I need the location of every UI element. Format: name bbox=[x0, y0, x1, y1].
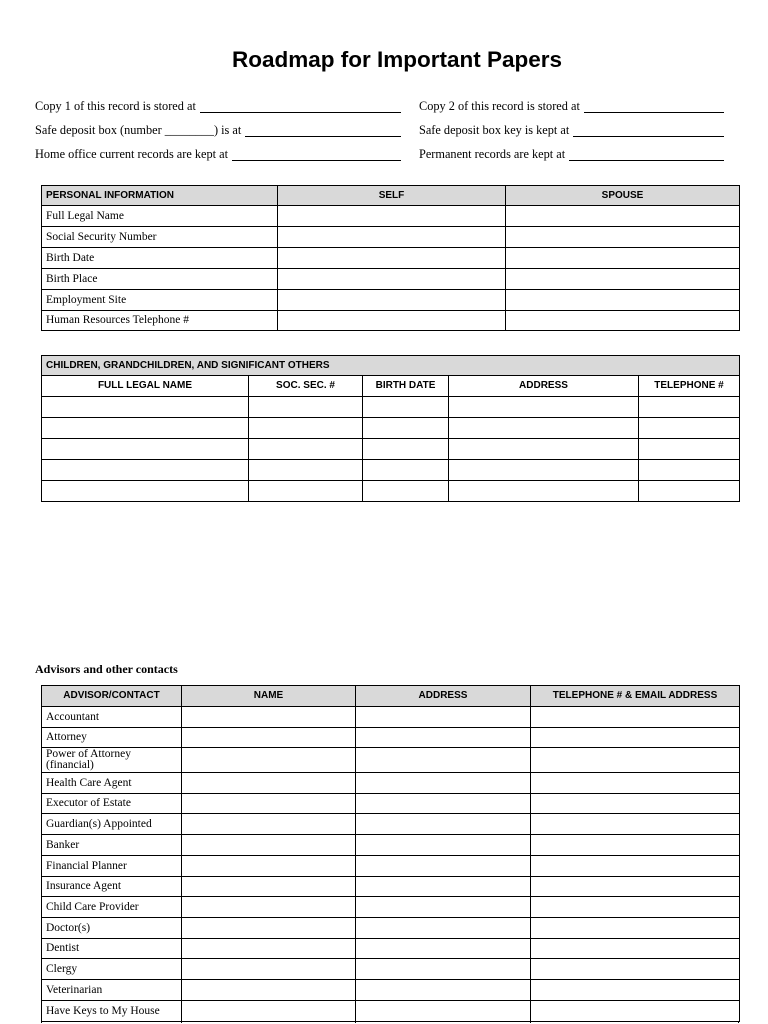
advisors-table-continuation bbox=[41, 1021, 739, 1023]
advisors-table-row bbox=[42, 1001, 740, 1022]
personal-information-header-row bbox=[42, 186, 740, 206]
advisor-telephone-email-cell bbox=[531, 773, 740, 794]
advisors-table-row bbox=[42, 918, 740, 939]
advisor-contact-label: Power of Attorney (financial) bbox=[42, 748, 182, 773]
advisor-telephone-email-cell bbox=[531, 835, 740, 856]
advisor-contact-label: Attorney bbox=[42, 728, 182, 748]
advisor-telephone-email-cell bbox=[531, 794, 740, 814]
advisor-address-cell bbox=[356, 728, 531, 748]
advisor-address-cell bbox=[356, 835, 531, 856]
children-table-cell bbox=[42, 460, 249, 481]
children-table-body bbox=[42, 397, 740, 502]
children-table bbox=[41, 355, 740, 502]
personal-information-label: Birth Place bbox=[42, 269, 278, 290]
personal-information-title: PERSONAL INFORMATION bbox=[42, 186, 278, 206]
children-table-cell bbox=[363, 460, 449, 481]
advisors-table-row bbox=[42, 748, 740, 773]
advisor-telephone-email-cell bbox=[531, 814, 740, 835]
record-location-blank bbox=[245, 125, 401, 137]
advisors-table-body bbox=[42, 707, 740, 1022]
children-table-cell bbox=[42, 397, 249, 418]
children-table-cell bbox=[363, 481, 449, 502]
children-table-cell bbox=[42, 418, 249, 439]
advisor-name-cell bbox=[182, 897, 356, 918]
advisors-column-header: ADDRESS bbox=[356, 686, 531, 707]
advisor-address-cell bbox=[356, 707, 531, 728]
children-table-cell bbox=[639, 460, 740, 481]
record-location-blank bbox=[232, 149, 401, 161]
advisor-telephone-email-cell bbox=[531, 959, 740, 980]
advisor-telephone-email-cell bbox=[531, 980, 740, 1001]
children-table-row bbox=[42, 481, 740, 502]
children-table-row bbox=[42, 397, 740, 418]
children-table-row bbox=[42, 439, 740, 460]
children-table-cell bbox=[363, 418, 449, 439]
advisors-table-row bbox=[42, 856, 740, 877]
advisor-name-cell bbox=[182, 856, 356, 877]
advisor-name-cell bbox=[182, 728, 356, 748]
personal-information-spouse-cell bbox=[506, 206, 740, 227]
personal-information-self-cell bbox=[278, 227, 506, 248]
advisors-column-header: TELEPHONE # & EMAIL ADDRESS bbox=[531, 686, 740, 707]
advisor-telephone-email-cell bbox=[531, 939, 740, 959]
continuation-cell bbox=[355, 1021, 530, 1023]
advisors-table-row bbox=[42, 835, 740, 856]
personal-information-spouse-cell bbox=[506, 248, 740, 269]
record-location-blank bbox=[573, 125, 724, 137]
children-table-row bbox=[42, 418, 740, 439]
advisors-table-row bbox=[42, 939, 740, 959]
advisor-name-cell bbox=[182, 814, 356, 835]
advisor-contact-label: Have Keys to My House bbox=[42, 1001, 182, 1022]
personal-information-row bbox=[42, 248, 740, 269]
advisor-name-cell bbox=[182, 877, 356, 897]
advisor-contact-label: Insurance Agent bbox=[42, 877, 182, 897]
advisor-telephone-email-cell bbox=[531, 918, 740, 939]
children-table-cell bbox=[449, 481, 639, 502]
advisor-name-cell bbox=[182, 794, 356, 814]
advisors-table-row bbox=[42, 814, 740, 835]
children-table-header-row bbox=[42, 376, 740, 397]
advisor-address-cell bbox=[356, 814, 531, 835]
children-column-header: TELEPHONE # bbox=[639, 376, 740, 397]
advisors-table-row bbox=[42, 707, 740, 728]
children-table-cell bbox=[363, 397, 449, 418]
personal-information-body bbox=[42, 206, 740, 331]
advisor-name-cell bbox=[182, 980, 356, 1001]
personal-information-spouse-cell bbox=[506, 311, 740, 331]
advisor-address-cell bbox=[356, 939, 531, 959]
advisors-table-row bbox=[42, 794, 740, 814]
advisor-contact-label: Banker bbox=[42, 835, 182, 856]
personal-information-self-cell bbox=[278, 206, 506, 227]
personal-information-row bbox=[42, 227, 740, 248]
advisor-name-cell bbox=[182, 959, 356, 980]
record-location-line bbox=[35, 147, 401, 161]
advisor-name-cell bbox=[182, 939, 356, 959]
advisors-column-header: ADVISOR/CONTACT bbox=[42, 686, 182, 707]
record-location-blank bbox=[584, 101, 724, 113]
advisors-table-row bbox=[42, 773, 740, 794]
personal-information-header bbox=[42, 186, 740, 206]
advisor-telephone-email-cell bbox=[531, 728, 740, 748]
advisor-address-cell bbox=[356, 959, 531, 980]
children-table-row bbox=[42, 460, 740, 481]
advisor-telephone-email-cell bbox=[531, 897, 740, 918]
advisors-table-header bbox=[42, 686, 740, 707]
personal-information-label: Birth Date bbox=[42, 248, 278, 269]
advisor-contact-label: Dentist bbox=[42, 939, 182, 959]
advisors-table-row bbox=[42, 980, 740, 1001]
advisor-address-cell bbox=[356, 897, 531, 918]
advisors-table-row bbox=[42, 897, 740, 918]
advisor-name-cell bbox=[182, 1001, 356, 1022]
personal-information-column-header: SELF bbox=[278, 186, 506, 206]
advisors-table-row bbox=[42, 959, 740, 980]
personal-information-row bbox=[42, 206, 740, 227]
personal-information-self-cell bbox=[278, 290, 506, 311]
children-table-cell bbox=[449, 397, 639, 418]
advisor-telephone-email-cell bbox=[531, 748, 740, 773]
children-table-cell bbox=[42, 481, 249, 502]
record-location-label: Copy 2 of this record is stored at bbox=[419, 99, 580, 113]
personal-information-self-cell bbox=[278, 248, 506, 269]
advisor-telephone-email-cell bbox=[531, 1001, 740, 1022]
advisor-contact-label: Executor of Estate bbox=[42, 794, 182, 814]
record-locations-left-column bbox=[35, 99, 401, 171]
personal-information-label: Employment Site bbox=[42, 290, 278, 311]
continuation-cell bbox=[181, 1021, 355, 1023]
record-location-line bbox=[419, 123, 724, 137]
children-table-cell bbox=[449, 439, 639, 460]
advisor-contact-label: Health Care Agent bbox=[42, 773, 182, 794]
children-column-header: BIRTH DATE bbox=[363, 376, 449, 397]
record-location-label: Safe deposit box key is kept at bbox=[419, 123, 570, 137]
children-table-cell bbox=[249, 418, 363, 439]
advisor-telephone-email-cell bbox=[531, 856, 740, 877]
children-column-header: SOC. SEC. # bbox=[249, 376, 363, 397]
personal-information-label: Social Security Number bbox=[42, 227, 278, 248]
advisors-table-header-row bbox=[42, 686, 740, 707]
advisor-address-cell bbox=[356, 877, 531, 897]
record-location-blank bbox=[200, 101, 401, 113]
personal-information-row bbox=[42, 269, 740, 290]
personal-information-spouse-cell bbox=[506, 269, 740, 290]
advisors-section-heading: Advisors and other contacts bbox=[35, 662, 178, 676]
advisors-table bbox=[41, 685, 740, 1022]
children-table-cell bbox=[639, 418, 740, 439]
children-table-cell bbox=[42, 439, 249, 460]
advisor-contact-label: Doctor(s) bbox=[42, 918, 182, 939]
record-location-line bbox=[419, 147, 724, 161]
personal-information-self-cell bbox=[278, 311, 506, 331]
record-location-label: Permanent records are kept at bbox=[419, 147, 566, 161]
personal-information-spouse-cell bbox=[506, 227, 740, 248]
advisor-contact-label: Veterinarian bbox=[42, 980, 182, 1001]
personal-information-table bbox=[41, 185, 740, 331]
personal-information-label: Full Legal Name bbox=[42, 206, 278, 227]
children-table-cell bbox=[363, 439, 449, 460]
advisor-telephone-email-cell bbox=[531, 707, 740, 728]
children-table-cell bbox=[639, 439, 740, 460]
children-table-title: CHILDREN, GRANDCHILDREN, AND SIGNIFICANT OTHERS bbox=[42, 356, 740, 376]
children-table-cell bbox=[639, 397, 740, 418]
personal-information-spouse-cell bbox=[506, 290, 740, 311]
advisors-table-row bbox=[42, 877, 740, 897]
advisor-contact-label: Financial Planner bbox=[42, 856, 182, 877]
record-location-line bbox=[35, 123, 401, 137]
children-table-cell bbox=[249, 397, 363, 418]
children-table-cell bbox=[639, 481, 740, 502]
children-table-title-row bbox=[42, 356, 740, 376]
advisor-address-cell bbox=[356, 773, 531, 794]
advisor-contact-label: Accountant bbox=[42, 707, 182, 728]
personal-information-label: Human Resources Telephone # bbox=[42, 311, 278, 331]
page-title: Roadmap for Important Papers bbox=[231, 47, 563, 72]
advisor-address-cell bbox=[356, 856, 531, 877]
personal-information-row bbox=[42, 290, 740, 311]
continuation-cell bbox=[41, 1021, 181, 1023]
advisor-address-cell bbox=[356, 980, 531, 1001]
advisors-column-header: NAME bbox=[182, 686, 356, 707]
personal-information-column-header: SPOUSE bbox=[506, 186, 740, 206]
advisor-name-cell bbox=[182, 918, 356, 939]
personal-information-row bbox=[42, 311, 740, 331]
advisor-address-cell bbox=[356, 794, 531, 814]
continuation-cell bbox=[530, 1021, 739, 1023]
children-table-cell bbox=[249, 481, 363, 502]
advisor-name-cell bbox=[182, 835, 356, 856]
children-column-header: FULL LEGAL NAME bbox=[42, 376, 249, 397]
children-table-header bbox=[42, 356, 740, 397]
record-locations-right-column bbox=[419, 99, 724, 171]
advisor-address-cell bbox=[356, 1001, 531, 1022]
children-table-cell bbox=[249, 439, 363, 460]
children-table-cell bbox=[249, 460, 363, 481]
children-table-cell bbox=[449, 418, 639, 439]
advisor-address-cell bbox=[356, 748, 531, 773]
advisor-contact-label: Child Care Provider bbox=[42, 897, 182, 918]
record-location-blank bbox=[569, 149, 724, 161]
record-location-label: Safe deposit box (number ________) is at bbox=[35, 123, 242, 137]
children-table-cell bbox=[449, 460, 639, 481]
advisor-name-cell bbox=[182, 707, 356, 728]
advisors-table-row bbox=[42, 728, 740, 748]
advisor-name-cell bbox=[182, 773, 356, 794]
advisor-contact-label: Guardian(s) Appointed bbox=[42, 814, 182, 835]
record-location-line bbox=[35, 99, 401, 113]
children-column-header: ADDRESS bbox=[449, 376, 639, 397]
advisor-name-cell bbox=[182, 748, 356, 773]
advisor-telephone-email-cell bbox=[531, 877, 740, 897]
advisor-contact-label: Clergy bbox=[42, 959, 182, 980]
personal-information-self-cell bbox=[278, 269, 506, 290]
record-location-line bbox=[419, 99, 724, 113]
record-location-label: Copy 1 of this record is stored at bbox=[35, 99, 196, 113]
record-location-label: Home office current records are kept at bbox=[35, 147, 229, 161]
advisor-address-cell bbox=[356, 918, 531, 939]
